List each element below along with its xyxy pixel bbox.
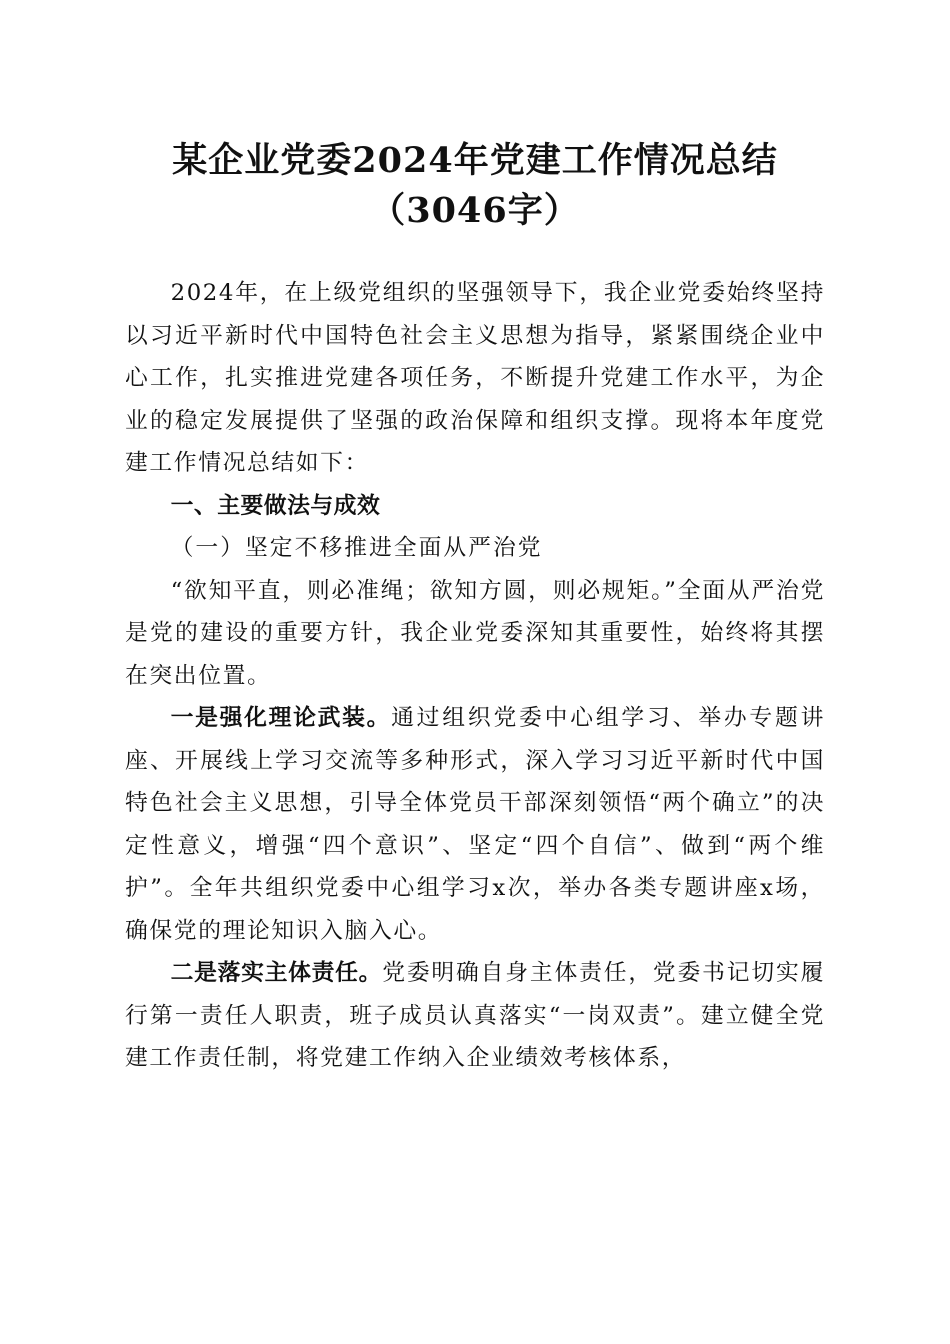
point-paragraph-1: [125, 697, 825, 952]
section-heading-1: 一、主要做法与成效: [170, 492, 381, 519]
document-body: [125, 272, 825, 1080]
point-lead-2: 二是落实主体责任。: [170, 960, 383, 986]
point-lead-1: 一是强化理论武装。: [170, 705, 392, 731]
point-text-1: 通过组织党委中心组学习、举办专题讲座、开展线上学习交流等多种形式，深入学习习近平新时代中国特色社会主义思想，引导全体党员干部深刻领悟“两个确立”的决定性意义，增强“四个意识”、坚定“四个自信”、做到“两个维护”。全年共组织党委中心组学习x次，举办各类专题讲座x场，确保党的理论知识入脑入心。: [125, 705, 825, 944]
document-title: 某企业党委2024年党建工作情况总结（3046字）: [172, 140, 778, 231]
point-paragraph-2: [125, 952, 825, 1080]
point-text-2: 党委明确自身主体责任，党委书记切实履行第一责任人职责，班子成员认真落实“一岗双责”。建立健全党建工作责任制，将党建工作纳入企业绩效考核体系，: [125, 960, 825, 1071]
subsection-paragraph-1: “欲知平直，则必准绳；欲知方圆，则必规矩。”全面从严治党是党的建设的重要方针，我企业党委深知其重要性，始终将其摆在突出位置。: [125, 577, 825, 689]
intro-paragraph: 2024年，在上级党组织的坚强领导下，我企业党委始终坚持以习近平新时代中国特色社会主义思想为指导，紧紧围绕企业中心工作，扎实推进党建各项任务，不断提升党建工作水平，为企业的稳定发展提供了坚强的政治保障和组织支撑。现将本年度党建工作情况总结如下：: [125, 280, 825, 476]
subsection-heading-1: （一）坚定不移推进全面从严治党: [170, 535, 543, 561]
